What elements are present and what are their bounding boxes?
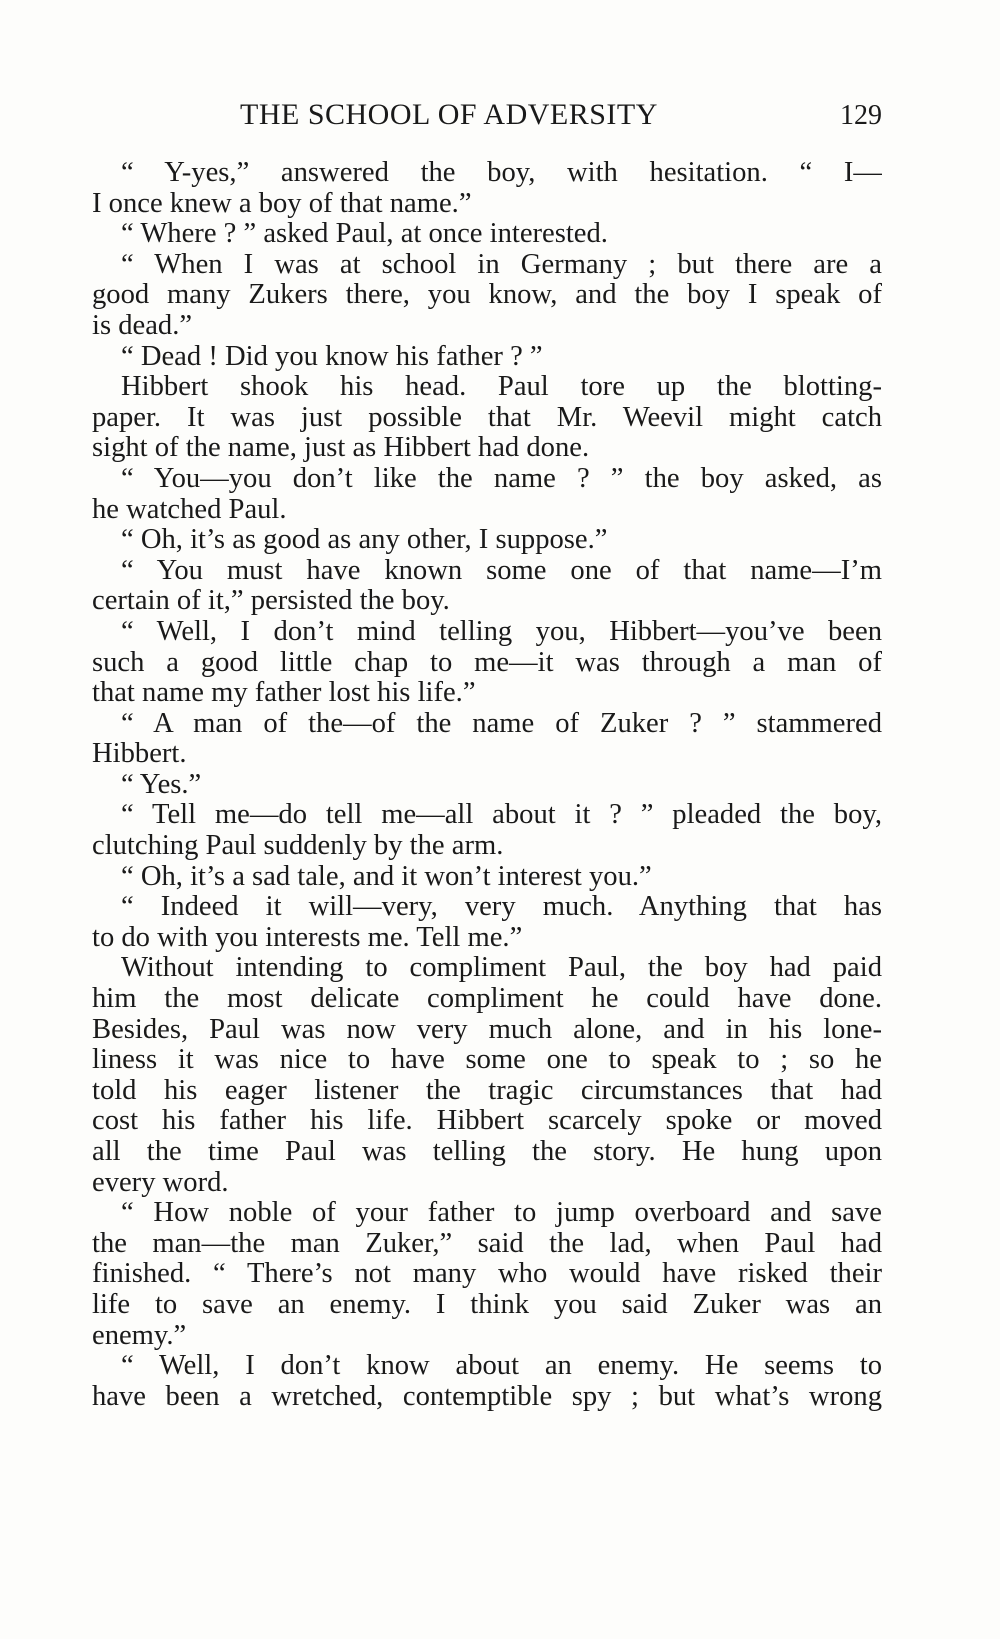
text-line: “ Indeed it will—very, very much. Anything that has — [121, 892, 882, 923]
text-line: “ You must have known some one of that name—I’m — [121, 555, 882, 586]
text-line: “ A man of the—of the name of Zuker ? ” stammered — [121, 708, 882, 739]
text-line: enemy.” — [92, 1319, 187, 1351]
text-line: sight of the name, just as Hibbert had done. — [92, 432, 590, 464]
text-line: the man—the man Zuker,” said the lad, when Paul had — [92, 1228, 882, 1259]
text-line: Besides, Paul was now very much alone, and in his lone- — [92, 1014, 882, 1045]
text-line: “ Oh, it’s a sad tale, and it won’t interest you.” — [121, 860, 652, 892]
text-line: Without intending to compliment Paul, the boy had paid — [121, 953, 882, 984]
text-line: “ Tell me—do tell me—all about it ? ” pleaded the boy, — [121, 800, 882, 831]
text-line: such a good little chap to me—it was through a man of — [92, 647, 882, 678]
text-line: “ Oh, it’s as good as any other, I suppose.” — [121, 524, 608, 556]
text-line: “ Well, I don’t know about an enemy. He seems to — [121, 1351, 882, 1382]
text-line: “ Yes.” — [121, 768, 202, 800]
text-line: is dead.” — [92, 309, 193, 341]
text-line: he watched Paul. — [92, 493, 287, 525]
text-line: life to save an enemy. I think you said Zuker was an — [92, 1289, 882, 1320]
text-line: “ Dead ! Did you know his father ? ” — [121, 340, 543, 372]
text-line: certain of it,” persisted the boy. — [92, 585, 450, 617]
text-line: told his eager listener the tragic circumstances that had — [92, 1075, 882, 1106]
text-line: finished. “ There’s not many who would have risked their — [92, 1259, 882, 1290]
text-line: liness it was nice to have some one to speak to ; so he — [92, 1045, 882, 1076]
running-head: THE SCHOOL OF ADVERSITY — [240, 98, 658, 131]
text-line: Hibbert shook his head. Paul tore up the blotting- — [121, 372, 882, 403]
text-line: I once knew a boy of that name.” — [92, 187, 472, 219]
text-line: “ When I was at school in Germany ; but there are a — [121, 249, 882, 280]
text-line: to do with you interests me. Tell me.” — [92, 921, 523, 953]
text-line: “ Y-yes,” answered the boy, with hesitation. “ I— — [121, 158, 882, 188]
page-number: 129 — [840, 100, 882, 131]
text-line: all the time Paul was telling the story. He hung upon — [92, 1137, 882, 1167]
text-line: “ You—you don’t like the name ? ” the boy asked, as — [121, 463, 882, 494]
text-line: cost his father his life. Hibbert scarcely spoke or moved — [92, 1106, 882, 1137]
text-line: have been a wretched, contemptible spy ; but what’s wrong — [92, 1381, 882, 1412]
body-text — [92, 158, 882, 1412]
text-line: “ How noble of your father to jump overboard and save — [121, 1198, 882, 1229]
text-line: that name my father lost his life.” — [92, 677, 476, 709]
text-line: paper. It was just possible that Mr. Weevil might catch — [92, 402, 882, 433]
text-line: every word. — [92, 1166, 229, 1198]
text-line: “ Where ? ” asked Paul, at once interested. — [121, 218, 608, 250]
page-header — [92, 98, 882, 138]
text-line: good many Zukers there, you know, and the boy I speak of — [92, 280, 882, 311]
text-line: Hibbert. — [92, 738, 187, 770]
text-line: “ Well, I don’t mind telling you, Hibbert—you’ve been — [121, 616, 882, 647]
text-line: him the most delicate compliment he could have done. — [92, 984, 882, 1015]
text-line: clutching Paul suddenly by the arm. — [92, 830, 504, 862]
